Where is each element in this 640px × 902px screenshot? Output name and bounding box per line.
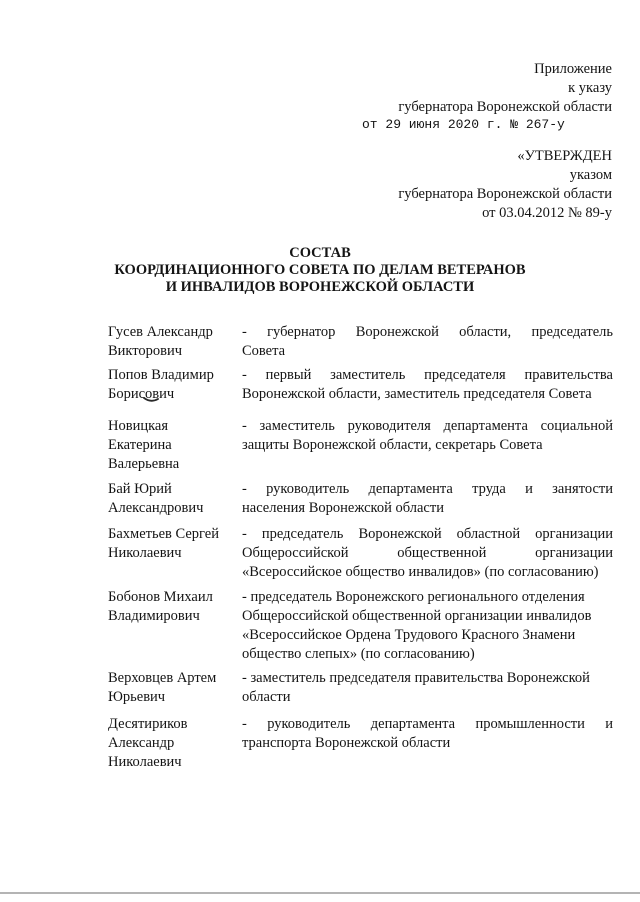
member-role-line: транспорта Воронежской области	[242, 735, 451, 751]
member-role-line: - руководитель департамента труда и занятости	[242, 481, 613, 497]
approved-date: от 03.04.2012 № 89-у	[482, 205, 612, 221]
member-name	[108, 525, 233, 563]
member-role-line: области	[242, 689, 291, 705]
member-name-line: Бахметьев Сергей	[108, 526, 219, 542]
member-role-line: - первый заместитель председателя правительства	[242, 367, 613, 383]
member-role-line: Совета	[242, 343, 286, 359]
member-name-line: Александрович	[108, 500, 204, 516]
member-name-line: Николаевич	[108, 545, 182, 561]
member-name	[108, 480, 233, 518]
approved-governor: губернатора Воронежской области	[398, 186, 612, 202]
member-name	[108, 417, 233, 474]
member-role	[242, 480, 613, 518]
member-name	[108, 669, 233, 707]
member-role-line: населения Воронежской области	[242, 500, 444, 516]
member-role	[242, 323, 613, 361]
member-name-line: Екатерина	[108, 437, 172, 453]
member-role	[242, 366, 613, 404]
member-role-line: - председатель Воронежской областной организации	[242, 526, 613, 542]
member-name-line: Бай Юрий	[108, 481, 172, 497]
member-name-line: Десятириков	[108, 716, 188, 732]
member-role-line: Общероссийской общественной организации	[242, 545, 613, 561]
member-role-line: - заместитель председателя правительства Воронежской	[242, 670, 590, 686]
member-role-line: «Всероссийское Ордена Трудового Красного Знамени	[242, 627, 576, 643]
scan-edge-rule	[0, 892, 640, 894]
member-role-line: общество слепых» (по согласованию)	[242, 646, 475, 662]
member-role-line: защиты Воронежской области, секретарь Совета	[242, 437, 543, 453]
member-name-line: Попов Владимир	[108, 367, 214, 383]
member-role-line: - руководитель департамента промышленности и	[242, 716, 613, 732]
member-name	[108, 323, 233, 361]
member-role	[242, 417, 613, 455]
member-name-line: Александр	[108, 735, 175, 751]
member-name	[108, 588, 233, 626]
member-name-line: Юрьевич	[108, 689, 166, 705]
member-role	[242, 715, 613, 753]
member-role	[242, 588, 613, 664]
appendix-label: Приложение	[534, 61, 612, 77]
member-role	[242, 669, 613, 707]
member-name-line: Валерьевна	[108, 456, 180, 472]
member-name	[108, 366, 233, 404]
approved-header	[398, 147, 612, 223]
document-title	[0, 245, 640, 296]
member-name-line: Бобонов Михаил	[108, 589, 213, 605]
member-name	[108, 715, 233, 772]
member-role-line: Воронежской области, заместитель председателя Совета	[242, 386, 592, 402]
member-name-line: Гусев Александр	[108, 324, 213, 340]
approved-label: «УТВЕРЖДЕН	[517, 148, 612, 164]
decree-reference: от 29 июня 2020 г. № 267-у	[362, 117, 565, 132]
handwritten-mark	[143, 397, 159, 403]
title-line-3: И ИНВАЛИДОВ ВОРОНЕЖСКОЙ ОБЛАСТИ	[165, 279, 475, 295]
member-name-line: Викторович	[108, 343, 183, 359]
appendix-governor: губернатора Воронежской области	[398, 99, 612, 115]
member-name-line: Владимирович	[108, 608, 200, 624]
appendix-header	[398, 60, 612, 117]
member-name-line: Николаевич	[108, 754, 182, 770]
member-name-line: Новицкая	[108, 418, 169, 434]
approved-by-decree: указом	[569, 167, 612, 183]
member-role-line: - председатель Воронежского регионального отделения	[242, 589, 585, 605]
member-role-line: Общероссийской общественной организации инвалидов	[242, 608, 592, 624]
member-role-line: «Всероссийское общество инвалидов» (по согласованию)	[242, 564, 599, 580]
title-line-1: СОСТАВ	[289, 245, 351, 261]
title-line-2: КООРДИНАЦИОННОГО СОВЕТА ПО ДЕЛАМ ВЕТЕРАНОВ	[114, 262, 526, 278]
member-name-line: Борисович	[108, 386, 175, 402]
member-role-line: - заместитель руководителя департамента социальной	[242, 418, 613, 434]
member-name-line: Верховцев Артем	[108, 670, 217, 686]
appendix-to-decree: к указу	[568, 80, 612, 96]
member-role-line: - губернатор Воронежской области, председатель	[242, 324, 613, 340]
member-role	[242, 525, 613, 582]
